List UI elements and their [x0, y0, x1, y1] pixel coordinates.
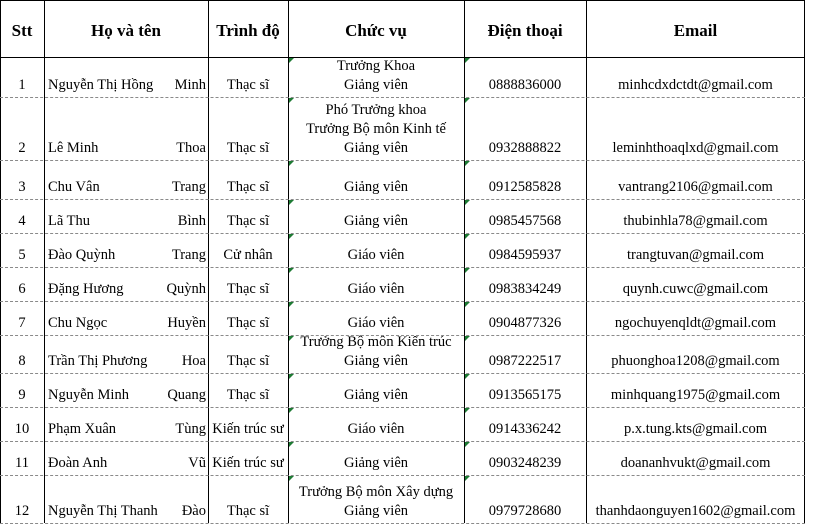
- cell-dien-thoai[interactable]: 0912585828: [488, 179, 562, 195]
- cell-email[interactable]: p.x.tung.kts@gmail.com: [623, 421, 768, 437]
- cell-dien-thoai[interactable]: 0984595937: [488, 247, 562, 263]
- cell-chuc-vu-line[interactable]: Trưởng Bộ môn Xây dựng: [298, 484, 454, 500]
- cell-email[interactable]: vantrang2106@gmail.com: [618, 179, 773, 195]
- cell-ten[interactable]: Trang: [171, 247, 206, 263]
- row-border: [0, 199, 805, 200]
- column-border: [464, 0, 465, 523]
- cell-email[interactable]: doananhvukt@gmail.com: [620, 455, 771, 471]
- cell-comment-indicator-icon: [289, 374, 294, 379]
- header-stt[interactable]: Stt: [11, 21, 33, 40]
- cell-ten[interactable]: Thoa: [176, 140, 206, 156]
- cell-ten[interactable]: Minh: [174, 77, 206, 93]
- cell-comment-indicator-icon: [465, 268, 470, 273]
- cell-chuc-vu-line[interactable]: Giáo viên: [347, 281, 405, 297]
- cell-comment-indicator-icon: [465, 408, 470, 413]
- cell-stt[interactable]: 9: [18, 387, 26, 403]
- cell-dien-thoai[interactable]: 0987222517: [488, 353, 562, 369]
- cell-stt[interactable]: 11: [15, 455, 29, 471]
- cell-ten[interactable]: Đào: [181, 503, 206, 519]
- cell-ho[interactable]: Chu Ngọc: [48, 315, 108, 331]
- cell-stt[interactable]: 8: [18, 353, 26, 369]
- cell-chuc-vu-line[interactable]: Trưởng Bộ môn Kiến trúc: [300, 334, 452, 350]
- cell-comment-indicator-icon: [289, 161, 294, 166]
- cell-comment-indicator-icon: [465, 98, 470, 103]
- cell-dien-thoai[interactable]: 0888836000: [488, 77, 562, 93]
- column-border: [208, 0, 209, 523]
- cell-dien-thoai[interactable]: 0904877326: [488, 315, 562, 331]
- cell-trinh-do[interactable]: Thạc sĩ: [226, 503, 270, 519]
- cell-comment-indicator-icon: [289, 302, 294, 307]
- row-border: [0, 97, 805, 98]
- cell-ho[interactable]: Trần Thị Phương: [48, 353, 148, 369]
- cell-trinh-do[interactable]: Thạc sĩ: [226, 315, 270, 331]
- row-border: [0, 57, 805, 58]
- cell-chuc-vu-line[interactable]: Giảng viên: [343, 140, 409, 156]
- cell-ten[interactable]: Tùng: [175, 421, 206, 437]
- cell-ten[interactable]: Quang: [167, 387, 206, 403]
- cell-dien-thoai[interactable]: 0985457568: [488, 213, 562, 229]
- sheet-right-margin: [805, 0, 822, 523]
- cell-trinh-do[interactable]: Thạc sĩ: [226, 213, 270, 229]
- cell-trinh-do[interactable]: Kiến trúc sư: [212, 455, 284, 471]
- cell-ho[interactable]: Đoàn Anh: [48, 455, 108, 471]
- column-border: [586, 0, 587, 523]
- cell-email[interactable]: phuonghoa1208@gmail.com: [611, 353, 780, 369]
- header-trinh-do[interactable]: Trình độ: [216, 21, 280, 40]
- cell-comment-indicator-icon: [289, 476, 294, 481]
- row-border: [0, 267, 805, 268]
- cell-ho[interactable]: Phạm Xuân: [48, 421, 117, 437]
- cell-chuc-vu-line[interactable]: Giảng viên: [343, 179, 409, 195]
- cell-chuc-vu-line[interactable]: Giảng viên: [343, 353, 409, 369]
- cell-email[interactable]: thanhdaonguyen1602@gmail.com: [595, 503, 796, 519]
- cell-dien-thoai[interactable]: 0903248239: [488, 455, 562, 471]
- cell-chuc-vu-line[interactable]: Giáo viên: [347, 315, 405, 331]
- cell-ho[interactable]: Đào Quỳnh: [48, 247, 116, 263]
- cell-email[interactable]: minhquang1975@gmail.com: [610, 387, 781, 403]
- row-border: [0, 160, 805, 161]
- cell-email[interactable]: quynh.cuwc@gmail.com: [622, 281, 769, 297]
- cell-trinh-do[interactable]: Thạc sĩ: [226, 140, 270, 156]
- cell-trinh-do[interactable]: Kiến trúc sư: [212, 421, 284, 437]
- cell-comment-indicator-icon: [465, 442, 470, 447]
- cell-ho[interactable]: Chu Vân: [48, 179, 100, 195]
- cell-ten[interactable]: Bình: [177, 213, 206, 229]
- cell-dien-thoai[interactable]: 0932888822: [488, 140, 562, 156]
- cell-chuc-vu-line[interactable]: Trưởng Khoa: [336, 58, 416, 74]
- row-border: [0, 373, 805, 374]
- cell-chuc-vu-line[interactable]: Giảng viên: [343, 503, 409, 519]
- cell-comment-indicator-icon: [289, 268, 294, 273]
- cell-comment-indicator-icon: [289, 98, 294, 103]
- cell-email[interactable]: thubinhla78@gmail.com: [623, 213, 768, 229]
- cell-chuc-vu-line[interactable]: Giáo viên: [347, 421, 405, 437]
- cell-comment-indicator-icon: [289, 58, 294, 63]
- cell-dien-thoai[interactable]: 0913565175: [488, 387, 562, 403]
- cell-stt[interactable]: 7: [18, 315, 26, 331]
- cell-stt[interactable]: 10: [14, 421, 30, 437]
- cell-comment-indicator-icon: [289, 408, 294, 413]
- cell-stt[interactable]: 4: [18, 213, 26, 229]
- cell-comment-indicator-icon: [465, 58, 470, 63]
- cell-stt[interactable]: 12: [14, 503, 30, 519]
- cell-ten[interactable]: Hoa: [181, 353, 206, 369]
- row-border: [0, 0, 805, 1]
- cell-ho[interactable]: Nguyễn Thị Hồng: [48, 77, 154, 93]
- header-ho-ten[interactable]: Họ và tên: [91, 21, 161, 40]
- cell-ho[interactable]: Đặng Hương: [48, 281, 124, 297]
- cell-ten[interactable]: Quỳnh: [166, 281, 206, 297]
- cell-ho[interactable]: Nguyễn Thị Thanh: [48, 503, 158, 519]
- column-border: [44, 0, 45, 523]
- cell-comment-indicator-icon: [289, 336, 294, 341]
- cell-dien-thoai[interactable]: 0914336242: [488, 421, 562, 437]
- cell-comment-indicator-icon: [289, 200, 294, 205]
- cell-comment-indicator-icon: [465, 336, 470, 341]
- cell-comment-indicator-icon: [465, 161, 470, 166]
- cell-trinh-do[interactable]: Thạc sĩ: [226, 179, 270, 195]
- cell-comment-indicator-icon: [465, 200, 470, 205]
- cell-ten[interactable]: Trang: [171, 179, 206, 195]
- cell-comment-indicator-icon: [289, 234, 294, 239]
- cell-trinh-do[interactable]: Thạc sĩ: [226, 353, 270, 369]
- cell-dien-thoai[interactable]: 0983834249: [488, 281, 562, 297]
- cell-stt[interactable]: 3: [18, 179, 26, 195]
- cell-email[interactable]: minhcdxdctdt@gmail.com: [618, 77, 773, 93]
- cell-comment-indicator-icon: [465, 302, 470, 307]
- header-dien-thoai[interactable]: Điện thoại: [487, 21, 563, 40]
- row-border: [0, 407, 805, 408]
- cell-stt[interactable]: 1: [18, 77, 26, 93]
- cell-chuc-vu-line[interactable]: Giảng viên: [343, 455, 409, 471]
- cell-comment-indicator-icon: [465, 374, 470, 379]
- column-border: [0, 0, 1, 523]
- row-border: [0, 233, 805, 234]
- cell-ho[interactable]: Lã Thu: [48, 213, 91, 229]
- cell-chuc-vu-line[interactable]: Trưởng Bộ môn Kinh tế: [306, 121, 446, 137]
- column-border: [288, 0, 289, 523]
- cell-chuc-vu-line[interactable]: Giảng viên: [343, 387, 409, 403]
- cell-chuc-vu-line[interactable]: Giảng viên: [343, 213, 409, 229]
- cell-email[interactable]: ngochuyenqldt@gmail.com: [614, 315, 777, 331]
- cell-dien-thoai[interactable]: 0979728680: [488, 503, 562, 519]
- cell-ho[interactable]: Nguyễn Minh: [48, 387, 129, 403]
- cell-ten[interactable]: Vũ: [188, 455, 206, 471]
- cell-ten[interactable]: Huyền: [167, 315, 206, 331]
- cell-trinh-do[interactable]: Thạc sĩ: [226, 281, 270, 297]
- cell-comment-indicator-icon: [465, 476, 470, 481]
- cell-trinh-do[interactable]: Thạc sĩ: [226, 77, 270, 93]
- cell-chuc-vu-line[interactable]: Giảng viên: [343, 77, 409, 93]
- row-border: [0, 475, 805, 476]
- cell-comment-indicator-icon: [289, 442, 294, 447]
- cell-email[interactable]: leminhthoaqlxd@gmail.com: [612, 140, 779, 156]
- cell-trinh-do[interactable]: Cử nhân: [223, 247, 273, 263]
- cell-stt[interactable]: 6: [18, 281, 26, 297]
- cell-trinh-do[interactable]: Thạc sĩ: [226, 387, 270, 403]
- cell-chuc-vu-line[interactable]: Phó Trưởng khoa: [325, 102, 427, 118]
- cell-chuc-vu-line[interactable]: Giáo viên: [347, 247, 405, 263]
- cell-comment-indicator-icon: [465, 234, 470, 239]
- cell-email[interactable]: trangtuvan@gmail.com: [627, 247, 764, 263]
- row-border: [0, 441, 805, 442]
- cell-stt[interactable]: 2: [18, 140, 26, 156]
- cell-ho[interactable]: Lê Minh: [48, 140, 99, 156]
- row-border: [0, 335, 805, 336]
- row-border: [0, 301, 805, 302]
- header-email[interactable]: Email: [673, 21, 718, 40]
- cell-stt[interactable]: 5: [18, 247, 26, 263]
- header-chuc-vu[interactable]: Chức vụ: [345, 21, 407, 40]
